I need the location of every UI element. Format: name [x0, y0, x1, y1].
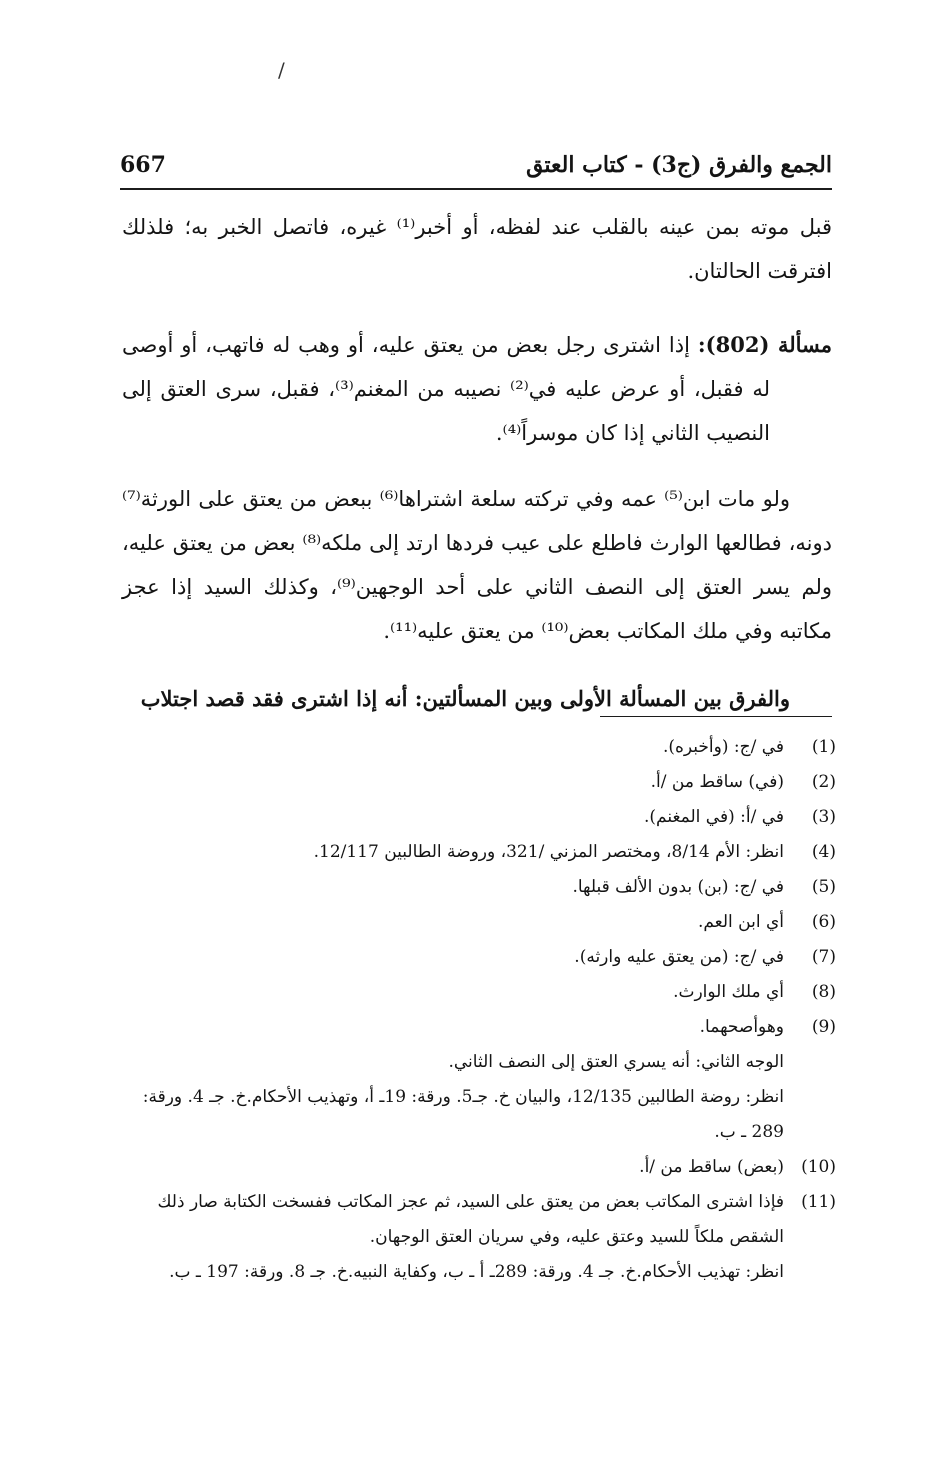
- footnote-text: انظر: الأم 8/14، ومختصر المزني /321، وروضة الطالبين 12/117.: [313, 842, 784, 862]
- footnote-number: (8): [811, 982, 836, 1002]
- footnote-number: (7): [811, 947, 836, 967]
- footnote-text: أي ابن العم.: [697, 912, 784, 932]
- footnote: [122, 1185, 836, 1255]
- running-title: الجمع والفرق (ج3) - كتاب العتق: [526, 152, 832, 178]
- footnote: [122, 835, 836, 870]
- masala-text: إذا اشترى رجل بعض من يعتق عليه، أو وهب له فاتهب، أو أوصى له فقبل، أو عرض عليه في⁽²⁾ نصيبه من المغنم⁽³⁾، فقبل، سرى العتق إلى النصيب الثاني إذا كان موسراً⁽⁴⁾.: [122, 333, 770, 445]
- footnote-number: (4): [811, 842, 836, 862]
- footnote: [122, 800, 836, 835]
- footnote: [122, 905, 836, 940]
- footnote-text: فإذا اشترى المكاتب بعض من يعتق على السيد، ثم عجز المكاتب ففسخت الكتابة صار ذلك الشقص ملكاً للسيد وعتق عليه، وفي سريان العتق الوجهان.: [157, 1192, 784, 1247]
- footnote-text: (بعض) ساقط من /أ.: [639, 1157, 784, 1177]
- footnote: [122, 870, 836, 905]
- footnote-text: وهوأصحهما.: [699, 1017, 784, 1037]
- paragraph-3: ولو مات ابن⁽⁵⁾ عمه وفي تركته سلعة اشتراها⁽⁶⁾ ببعض من يعتق على الورثة⁽⁷⁾ دونه، فطالعها الوارث فاطلع على عيب فردها ارتد إلى ملكه⁽⁸⁾ بعض من يعتق عليه، ولم يسر العتق إلى النصف الثاني على أحد الوجهين⁽⁹⁾، وكذلك السيد إذا عجز مكاتبه وفي ملك المكاتب بعض⁽¹⁰⁾ من يعتق عليه⁽¹¹⁾.: [122, 487, 833, 643]
- footnote-number: (10): [801, 1157, 836, 1177]
- footnote: [122, 1010, 836, 1045]
- footnote: [122, 730, 836, 765]
- masala-label: مسألة (802):: [697, 332, 832, 357]
- footnote: [122, 975, 836, 1010]
- footnote-number: (2): [811, 772, 836, 792]
- footnote-text: أي ملك الوارث.: [673, 982, 784, 1002]
- page-number: 667: [120, 152, 166, 178]
- footnote-number: (3): [811, 807, 836, 827]
- footnote-number: (5): [811, 877, 836, 897]
- footnote-11-reference: انظر: تهذيب الأحكام.خ. جـ 4. ورقة: 289ـ أ ـ ب، وكفاية النبيه.خ. جـ 8. ورقة: 197 ـ ب.: [169, 1262, 784, 1282]
- footnote: [122, 1150, 836, 1185]
- footnote-text: في /أ: (في المغنم).: [643, 807, 784, 827]
- footnote-9-reference: انظر: روضة الطالبين 12/135، والبيان خ. جـ5. ورقة: 19ـ أ، وتهذيب الأحكام.خ. جـ 4. ورقة: 289 ـ ب.: [142, 1087, 784, 1142]
- stray-mark: /: [278, 58, 285, 82]
- paragraph-4: والفرق بين المسألة الأولى وبين المسألتين: أنه إذا اشترى فقد قصد اجتلاب: [140, 686, 790, 711]
- footnote-number: (9): [811, 1017, 836, 1037]
- footnote-9-continuation: الوجه الثاني: أنه يسري العتق إلى النصف الثاني.: [448, 1052, 784, 1072]
- footnote-number: (1): [811, 737, 836, 757]
- footnote-number: (11): [801, 1192, 836, 1212]
- paragraph-1: قبل موته بمن عينه بالقلب عند لفظه، أو أخبر⁽¹⁾ غيره، فاتصل الخبر به؛ فلذلك افترقت الحالتان.: [122, 215, 833, 283]
- footnote-number: (6): [811, 912, 836, 932]
- footnote: [122, 765, 836, 800]
- footnote: [122, 940, 836, 975]
- running-header: [120, 148, 832, 190]
- main-text: [122, 205, 832, 745]
- footnote-text: في /ج: (وأخبره).: [662, 737, 784, 757]
- masala-802: [122, 323, 832, 455]
- footnote-text: في /ج: (بن) بدون الألف قبلها.: [572, 877, 784, 897]
- footnote-text: (في) ساقط من /أ.: [650, 772, 784, 792]
- footnote-separator: [600, 716, 832, 717]
- footnote-text: في /ج: (من يعتق عليه وارثه).: [574, 947, 784, 967]
- footnotes: [122, 730, 836, 1290]
